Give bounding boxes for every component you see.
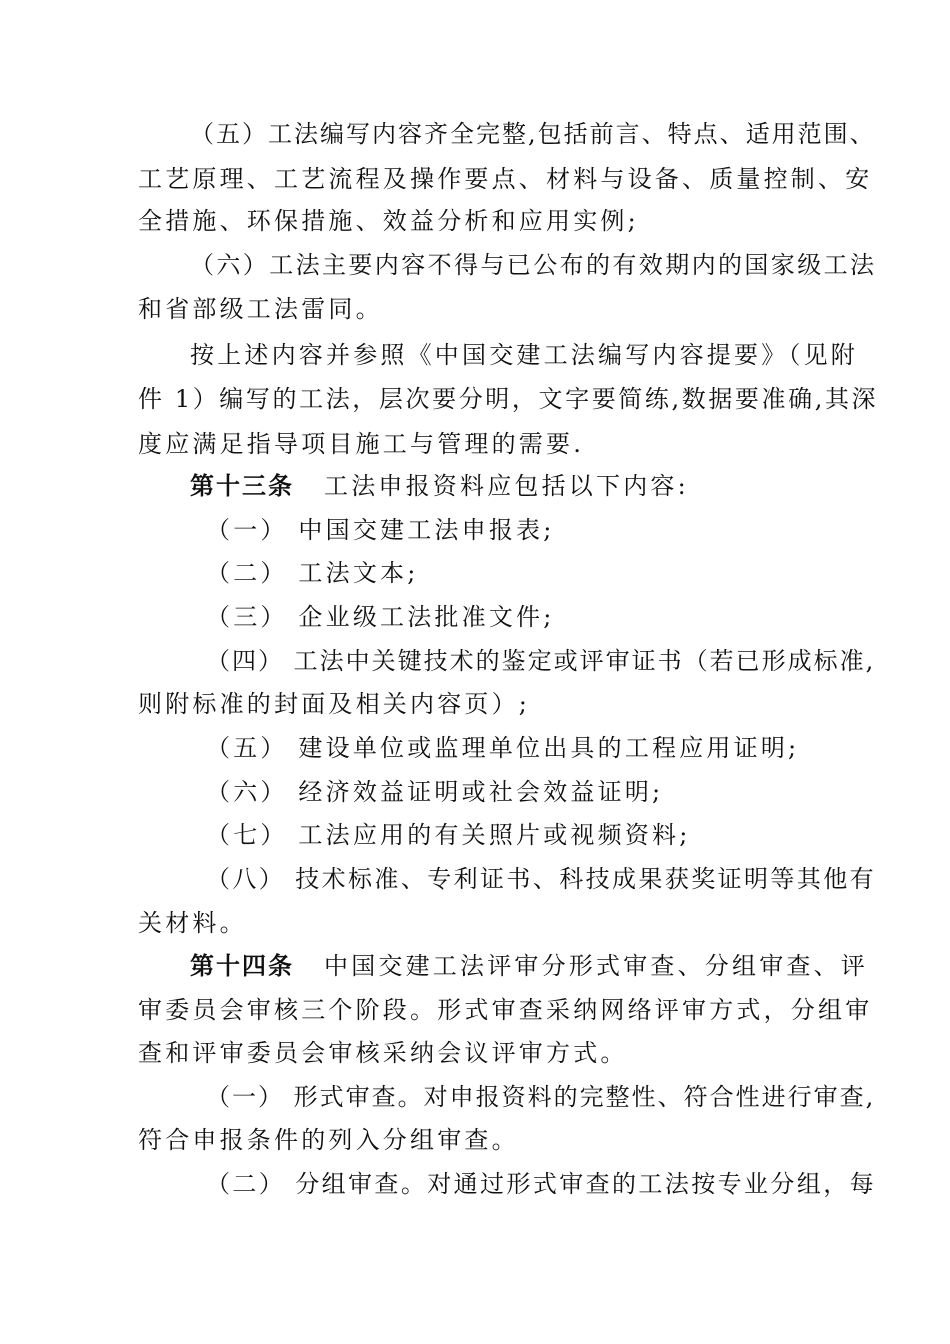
para-line: 度应满足指导项目施工与管理的需要.: [138, 430, 585, 458]
list-item: （七） 工法应用的有关照片或视频资料;: [206, 821, 691, 849]
para-line: 按上述内容并参照《中国交建工法编写内容提要》（见附: [190, 341, 858, 369]
list-item: （三） 企业级工法批准文件;: [206, 603, 555, 631]
list-item: （一） 形式审查。对申报资料的完整性、符合性进行审查,: [206, 1083, 876, 1111]
para-line: 审委员会审核三个阶段。形式审查采纳网络评审方式，分组审: [138, 996, 873, 1024]
article-text: 工法申报资料应包括以下内容:: [324, 472, 689, 500]
list-item-continued: 符合申报条件的列入分组审查。: [138, 1126, 519, 1154]
para-line: （五）工法编写内容齐全完整,包括前言、特点、适用范围、: [190, 120, 876, 148]
list-item: （四） 工法中关键技术的鉴定或评审证书（若已形成标准,: [206, 647, 876, 675]
para-line: 件 1）编写的工法，层次要分明，文字要简练,数据要准确,其深: [138, 385, 879, 413]
para-line: 工艺原理、工艺流程及操作要点、材料与设备、质量控制、安: [138, 165, 873, 193]
para-line: 全措施、环保措施、效益分析和应用实例;: [138, 207, 639, 235]
list-item-continued: 关材料。: [138, 909, 247, 937]
para-line: 和省部级工法雷同。: [138, 295, 383, 323]
list-item: （二） 分组审查。对通过形式审查的工法按专业分组，每: [206, 1170, 877, 1198]
article-text: 中国交建工法评审分形式审查、分组审查、评: [324, 952, 868, 980]
para-line: （六）工法主要内容不得与已公布的有效期内的国家级工法: [190, 251, 877, 279]
list-item: （六） 经济效益证明或社会效益证明;: [206, 778, 664, 806]
list-item: （八） 技术标准、专利证书、科技成果获奖证明等其他有: [206, 865, 877, 893]
list-item: （二） 工法文本;: [206, 559, 419, 587]
list-item: （一） 中国交建工法申报表;: [206, 516, 555, 544]
article-13-heading: [190, 466, 689, 506]
article-14-heading: [190, 946, 868, 986]
para-line: 查和评审委员会审核采纳会议评审方式。: [138, 1039, 628, 1067]
list-item-continued: 则附标准的封面及相关内容页）;: [138, 690, 531, 718]
article-title: 第十三条: [190, 471, 294, 500]
article-title: 第十四条: [190, 951, 294, 980]
list-item: （五） 建设单位或监理单位出具的工程应用证明;: [206, 734, 800, 762]
